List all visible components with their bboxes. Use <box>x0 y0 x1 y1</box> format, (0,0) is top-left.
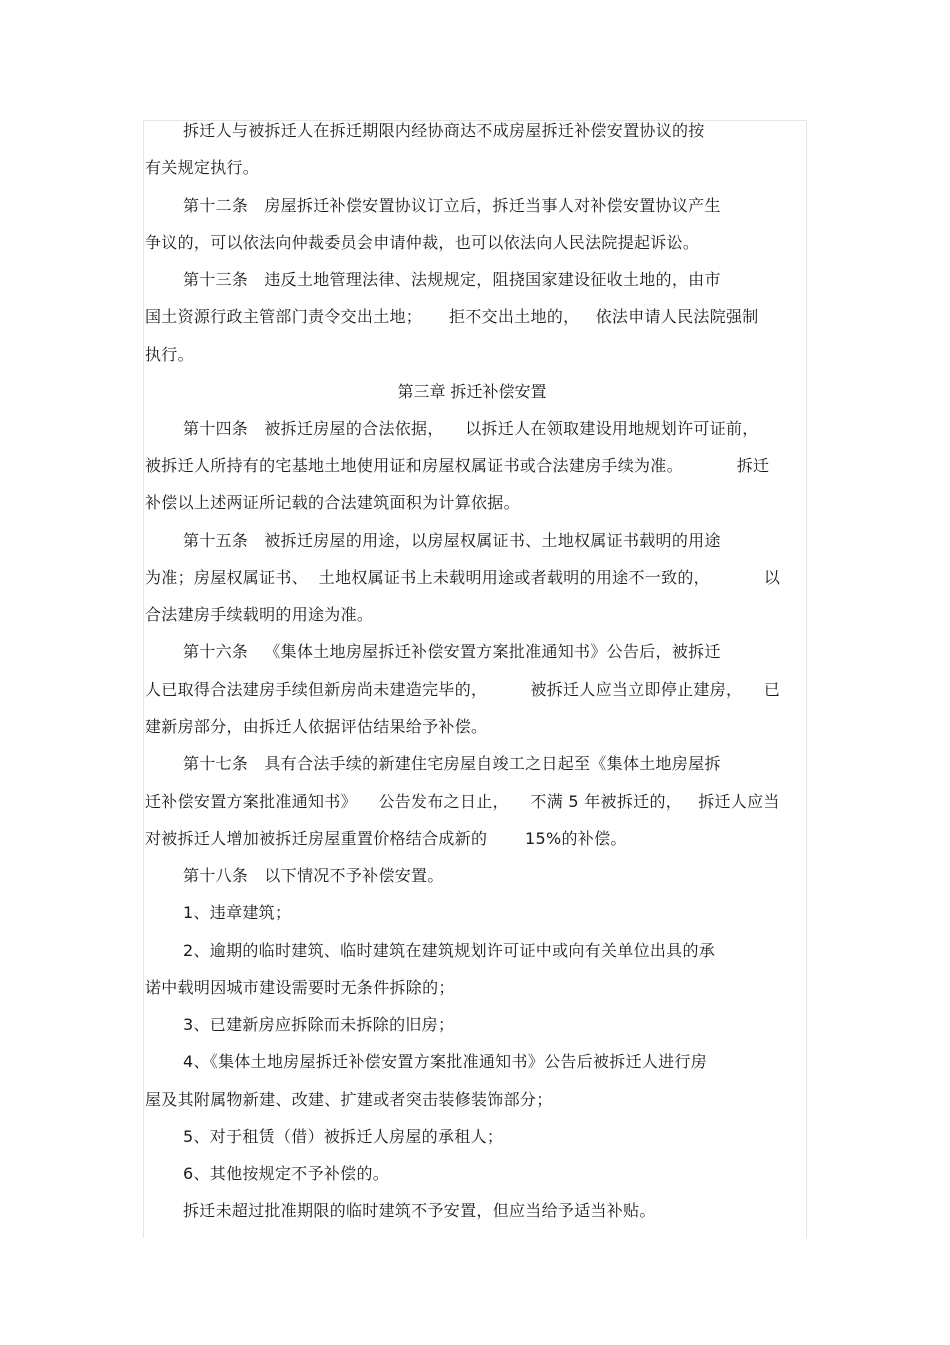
paragraph-line: 被拆迁人所持有的宅基地土地使用证和房屋权属证书或合法建房手续为准。 拆迁 <box>145 456 770 475</box>
paragraph-line: 拆迁未超过批准期限的临时建筑不予安置，但应当给予适当补贴。 <box>183 1201 656 1220</box>
list-item: 6、其他按规定不予补偿的。 <box>183 1164 390 1183</box>
paragraph-line: 补偿以上述两证所记载的合法建筑面积为计算依据。 <box>145 493 520 512</box>
paragraph-line: 迁补偿安置方案批准通知书》 公告发布之日止， 不满 5 年被拆迁的， 拆迁人应当 <box>145 792 780 811</box>
list-item: 4、《集体土地房屋拆迁补偿安置方案批准通知书》公告后被拆迁人进行房 <box>183 1052 708 1071</box>
list-item: 2、逾期的临时建筑、临时建筑在建筑规划许可证中或向有关单位出具的承 <box>183 941 716 960</box>
list-item: 3、已建新房应拆除而未拆除的旧房； <box>183 1015 455 1034</box>
paragraph-line: 执行。 <box>145 345 194 364</box>
article-18-line: 第十八条 以下情况不予补偿安置。 <box>183 866 444 885</box>
paragraph-line: 国土资源行政主管部门责令交出土地； 拒不交出土地的， 依法申请人民法院强制 <box>145 307 759 326</box>
paragraph-line: 争议的，可以依法向仲裁委员会申请仲裁，也可以依法向人民法院提起诉讼。 <box>145 233 700 252</box>
paragraph-line: 对被拆迁人增加被拆迁房屋重置价格结合成新的 15%的补偿。 <box>145 829 627 848</box>
article-13-line: 第十三条 违反土地管理法律、法规规定，阻挠国家建设征收土地的，由市 <box>183 270 721 289</box>
chapter-heading <box>0 382 950 402</box>
paragraph-line: 人已取得合法建房手续但新房尚未建造完毕的， 被拆迁人应当立即停止建房， 已 <box>145 680 781 699</box>
paragraph-line: 屋及其附属物新建、改建、扩建或者突击装修装饰部分； <box>145 1090 553 1109</box>
paragraph-line: 诺中载明因城市建设需要时无条件拆除的； <box>145 978 455 997</box>
article-14-line: 第十四条 被拆迁房屋的合法依据， 以拆迁人在领取建设用地规划许可证前， <box>183 419 759 438</box>
paragraph-line: 合法建房手续载明的用途为准。 <box>145 605 374 624</box>
paragraph-line: 建新房部分，由拆迁人依据评估结果给予补偿。 <box>145 717 488 736</box>
article-12-line: 第十二条 房屋拆迁补偿安置协议订立后，拆迁当事人对补偿安置协议产生 <box>183 196 721 215</box>
list-item: 1、违章建筑； <box>183 903 292 922</box>
article-15-line: 第十五条 被拆迁房屋的用途，以房屋权属证书、土地权属证书载明的用途 <box>183 531 721 550</box>
paragraph-line: 拆迁人与被拆迁人在拆迁期限内经协商达不成房屋拆迁补偿安置协议的按 <box>183 121 705 140</box>
list-item: 5、对于租赁（借）被拆迁人房屋的承租人； <box>183 1127 504 1146</box>
paragraph-line: 为准；房屋权属证书、 土地权属证书上未载明用途或者载明的用途不一致的， 以 <box>145 568 781 587</box>
article-16-line: 第十六条 《集体土地房屋拆迁补偿安置方案批准通知书》公告后，被拆迁 <box>183 642 721 661</box>
article-17-line: 第十七条 具有合法手续的新建住宅房屋自竣工之日起至《集体土地房屋拆 <box>183 754 721 773</box>
paragraph-line: 有关规定执行。 <box>145 158 260 177</box>
chapter-heading-text: 第三章 拆迁补偿安置 <box>397 382 547 401</box>
